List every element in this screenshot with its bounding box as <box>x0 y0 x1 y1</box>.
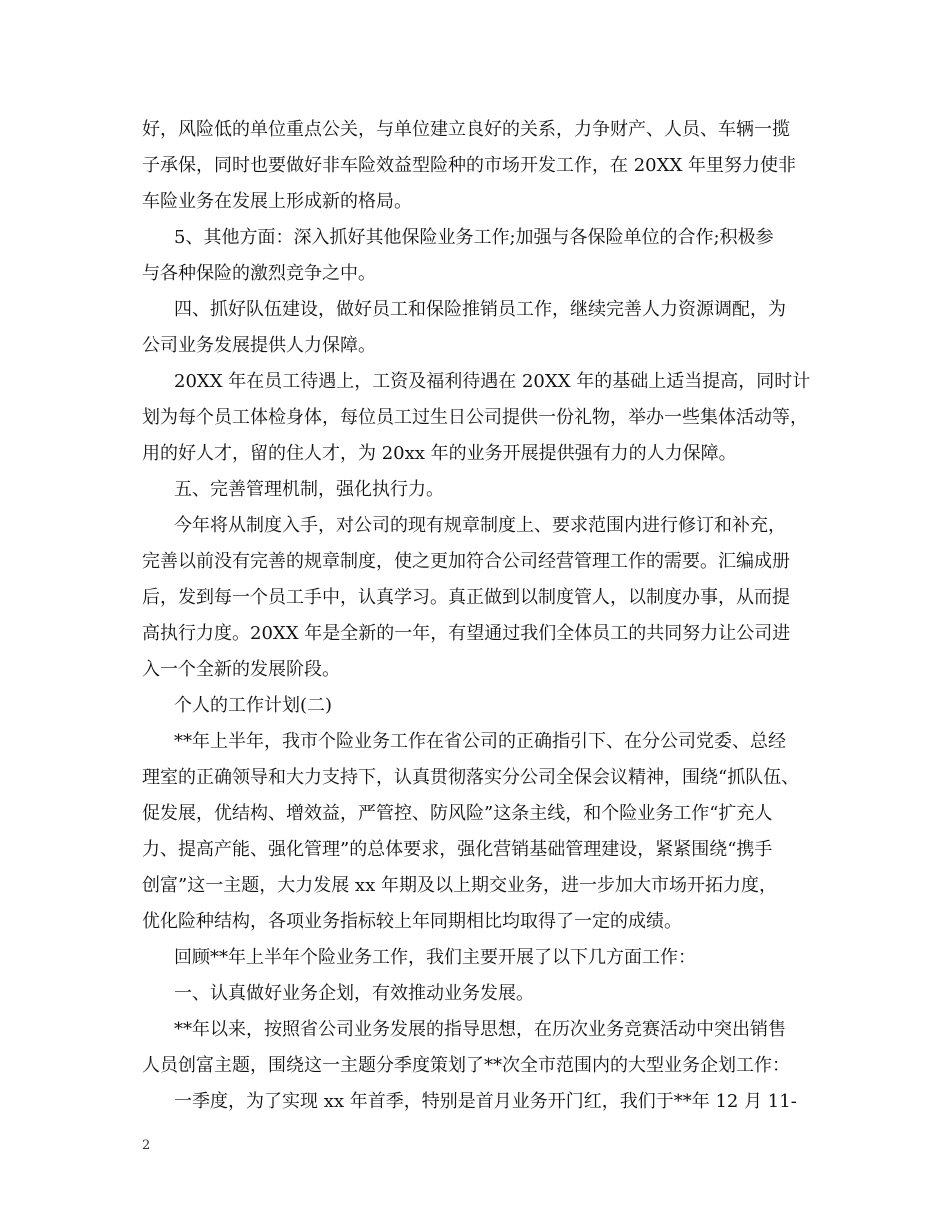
text-line: 今年将从制度入手，对公司的现有规章制度上、要求范围内进行修订和补充， <box>174 515 786 536</box>
text-line: 四、抓好队伍建设，做好员工和保险推销员工作，继续完善人力资源调配，为 <box>174 299 786 320</box>
text-line: 与各种保险的激烈竞争之中。 <box>142 263 376 284</box>
text-line: 20XX 年在员工待遇上，工资及福利待遇在 20XX 年的基础上适当提高，同时计 <box>174 371 811 392</box>
text-line: 入一个全新的发展阶段。 <box>142 659 340 680</box>
paragraph <box>142 292 818 364</box>
text-line: 用的好人才，留的住人才，为 20xx 年的业务开展提供强有力的人力保障。 <box>142 443 737 464</box>
paragraph <box>142 1012 818 1084</box>
section-heading <box>142 976 818 1012</box>
text-line: 5、其他方面：深入抓好其他保险业务工作;加强与各保险单位的合作;积极参 <box>174 227 774 248</box>
paragraph <box>142 724 818 940</box>
text-line: 理室的正确领导和大力支持下，认真贯彻落实分公司全保会议精神，围绕“抓队伍、 <box>142 767 800 788</box>
text-line: 一、认真做好业务企划，有效推动业务发展。 <box>174 983 534 1004</box>
text-line: 后，发到每一个员工手中，认真学习。真正做到以制度管人，以制度办事，从而提 <box>142 587 790 608</box>
paragraph <box>142 220 818 292</box>
paragraph <box>142 112 818 220</box>
text-line: 划为每个员工体检身体，每位员工过生日公司提供一份礼物，举办一些集体活动等， <box>142 407 808 428</box>
text-line: 力、提高产能、强化管理”的总体要求，强化营销基础管理建设，紧紧围绕“携手 <box>142 839 773 860</box>
text-line: 优化险种结构，各项业务指标较上年同期相比均取得了一定的成绩。 <box>142 911 682 932</box>
section-heading <box>142 472 818 508</box>
text-line: 完善以前没有完善的规章制度，使之更加符合公司经营管理工作的需要。汇编成册 <box>142 551 790 572</box>
text-line: 创富”这一主题，大力发展 xx 年期及以上期交业务，进一步加大市场开拓力度， <box>142 875 777 896</box>
paragraph <box>142 1084 818 1120</box>
text-line: 个人的工作计划(二) <box>174 695 333 716</box>
section-title <box>142 688 818 724</box>
page-number: 2 <box>142 1138 151 1153</box>
text-line: 人员创富主题，围绕这一主题分季度策划了**次全市范围内的大型业务企划工作： <box>142 1055 790 1076</box>
text-line: 高执行力度。20XX 年是全新的一年，有望通过我们全体员工的共同努力让公司进 <box>142 623 791 644</box>
text-line: 一季度，为了实现 xx 年首季，特别是首月业务开门红，我们于**年 12 月 11- <box>174 1091 797 1112</box>
text-line: 车险业务在发展上形成新的格局。 <box>142 191 412 212</box>
text-line: 促发展，优结构、增效益，严管控、防风险”这条主线，和个险业务工作“扩充人 <box>142 803 773 824</box>
text-line: **年以来，按照省公司业务发展的指导思想，在历次业务竞赛活动中突出销售 <box>174 1019 786 1040</box>
text-line: 公司业务发展提供人力保障。 <box>142 335 376 356</box>
text-line: **年上半年，我市个险业务工作在省公司的正确指引下、在分公司党委、总经 <box>174 731 786 752</box>
paragraph <box>142 508 818 688</box>
text-line: 好，风险低的单位重点公关，与单位建立良好的关系，力争财产、人员、车辆一揽 <box>142 119 790 140</box>
text-line: 五、完善管理机制，强化执行力。 <box>174 479 444 500</box>
paragraph <box>142 940 818 976</box>
paragraph <box>142 364 818 472</box>
text-line: 子承保，同时也要做好非车险效益型险种的市场开发工作，在 20XX 年里努力使非 <box>142 155 796 176</box>
text-line: 回顾**年上半年个险业务工作，我们主要开展了以下几方面工作： <box>174 947 696 968</box>
document-body <box>142 112 818 1120</box>
